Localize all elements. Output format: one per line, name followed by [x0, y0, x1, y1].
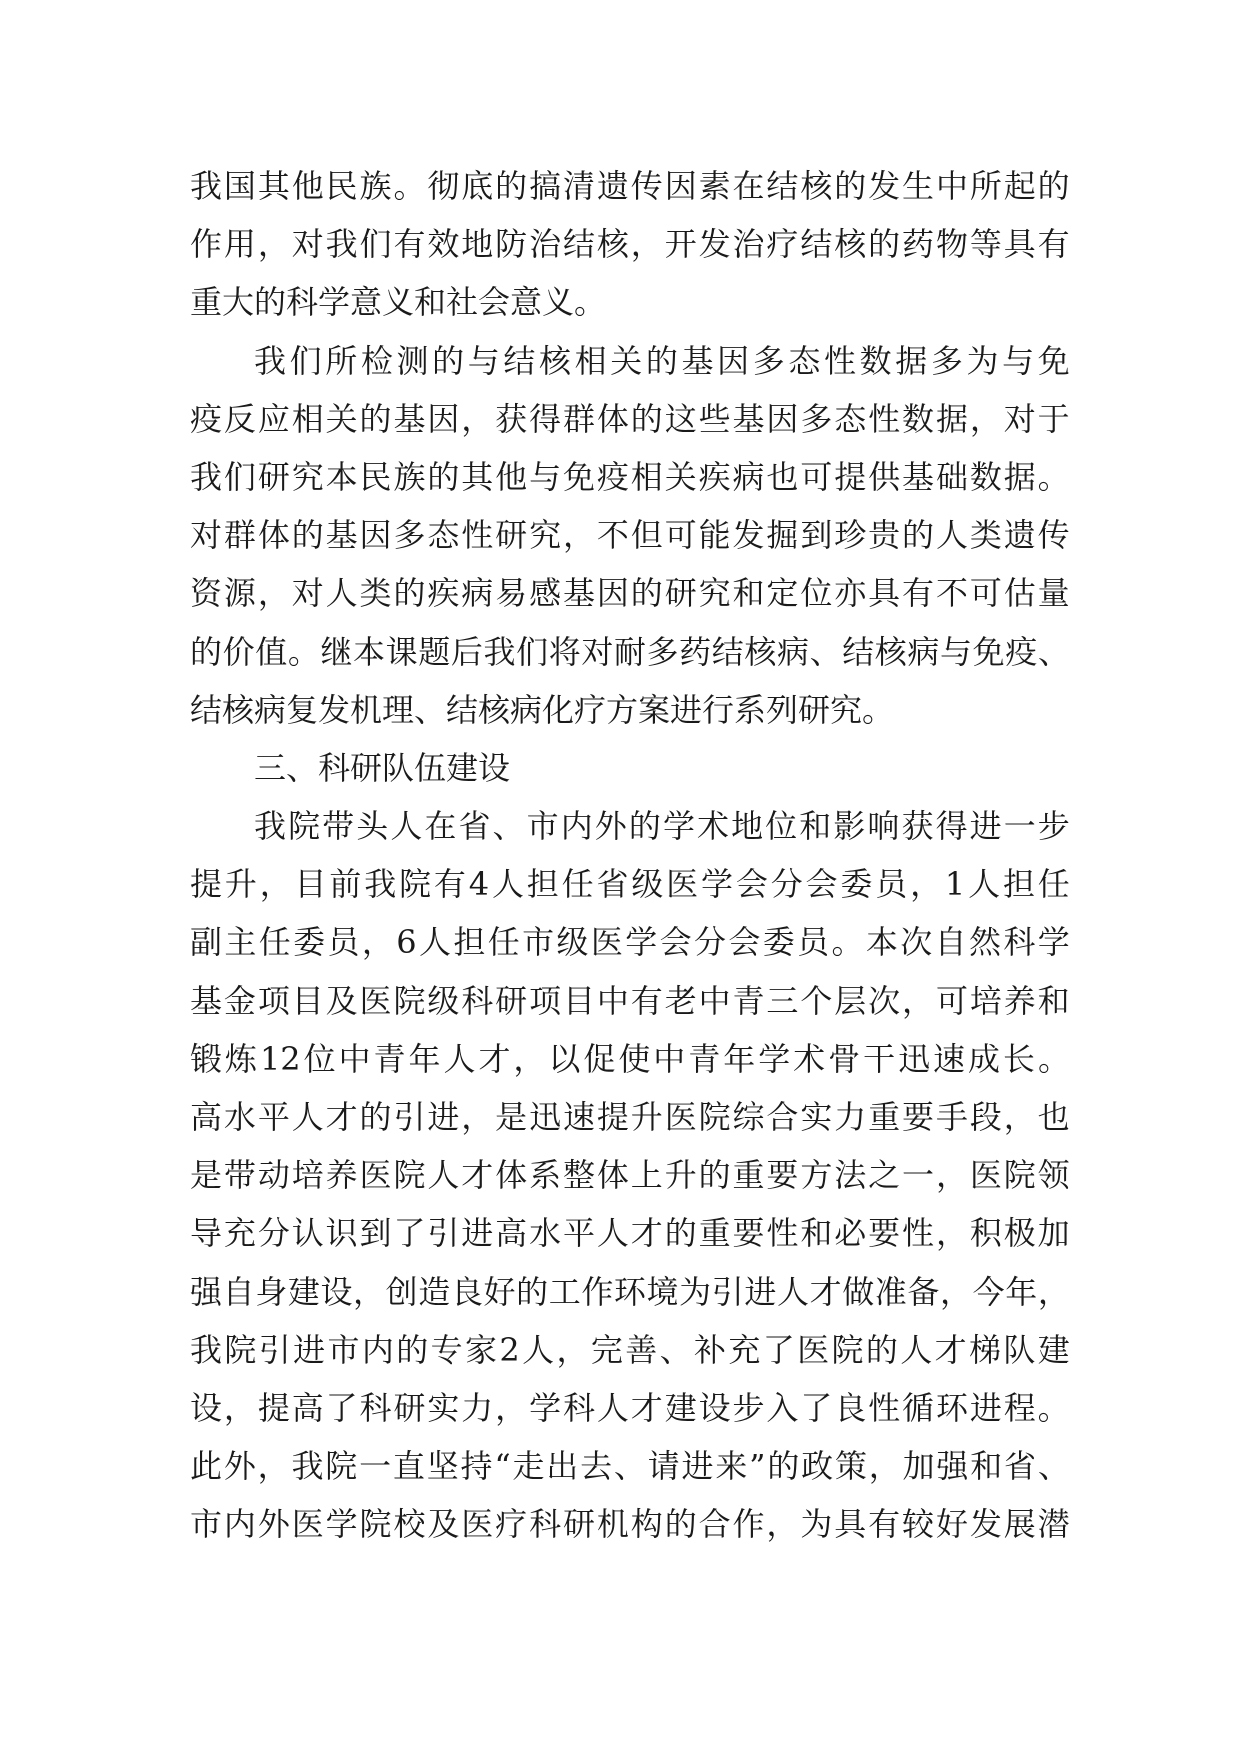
text-line: 高 水 平 人 才 的 引 进 ， 是 迅 速 提 升 医 院 综 合 实 力 重 要 手 段 ， 也 — [190, 1098, 1070, 1136]
text-line: 我 国 其 他 民 族 。 彻 底 的 搞 清 遗 传 因 素 在 结 核 的 发 生 中 所 起 的 — [190, 167, 1070, 205]
text-line: 我 院 引 进 市 内 的 专 家 2 人 ， 完 善 、 补 充 了 医 院 的 人 才 梯 队 建 — [190, 1330, 1070, 1369]
text-line: 设 ， 提 高 了 科 研 实 力 ， 学 科 人 才 建 设 步 入 了 良 性 循 环 进 程 。 — [190, 1388, 1070, 1427]
text-line: 重大的科学意义和社会意义。 — [190, 283, 607, 322]
text-line: 结核病复发机理、结核病化疗方案进行系列研究。 — [190, 690, 895, 729]
text-line: 强 自 身 建 设 ， 创 造 良 好 的 工 作 环 境 为 引 进 人 才 做 准 备 ， 今 年 ， — [190, 1272, 1070, 1311]
text-line: 资 源 ， 对 人 类 的 疾 病 易 感 基 因 的 研 究 和 定 位 亦 具 有 不 可 估 量 — [190, 574, 1070, 613]
text-line: 基 金 项 目 及 医 院 级 科 研 项 目 中 有 老 中 青 三 个 层 次 ， 可 培 养 和 — [190, 981, 1070, 1020]
body-text — [190, 157, 1070, 1554]
text-line: 作 用 ， 对 我 们 有 效 地 防 治 结 核 ， 开 发 治 疗 结 核 的 药 物 等 具 有 — [190, 225, 1070, 264]
text-line: 疫 反 应 相 关 的 基 因 ， 获 得 群 体 的 这 些 基 因 多 态 性 数 据 ， 对 于 — [190, 399, 1070, 438]
text-line: 锻 炼 12 位 中 青 年 人 才 ， 以 促 使 中 青 年 学 术 骨 干 迅 速 成 长 。 — [190, 1039, 1070, 1078]
text-line: 对 群 体 的 基 因 多 态 性 研 究 ， 不 但 可 能 发 掘 到 珍 贵 的 人 类 遗 传 — [190, 516, 1070, 555]
text-line: 我 们 所 检 测 的 与 结 核 相 关 的 基 因 多 态 性 数 据 多 为 与 免 — [254, 341, 1070, 380]
text-line: 的 价 值 。 继 本 课 题 后 我 们 将 对 耐 多 药 结 核 病 、 结 核 病 与 免 疫 、 — [190, 632, 1070, 671]
text-line: 我 院 带 头 人 在 省 、 市 内 外 的 学 术 地 位 和 影 响 获 得 进 一 步 — [254, 807, 1070, 846]
text-line: 副 主 任 委 员 ， 6 人 担 任 市 级 医 学 会 分 会 委 员 。 本 次 自 然 科 学 — [190, 923, 1070, 962]
text-line: 此 外 ， 我 院 一 直 坚 持 “ 走 出 去 、 请 进 来 ” 的 政 策 ， 加 强 和 省 、 — [190, 1447, 1070, 1486]
text-line: 我 们 研 究 本 民 族 的 其 他 与 免 疫 相 关 疾 病 也 可 提 供 基 础 数 据 。 — [190, 457, 1070, 496]
text-line: 是 带 动 培 养 医 院 人 才 体 系 整 体 上 升 的 重 要 方 法 之 一 ， 医 院 领 — [190, 1156, 1070, 1195]
text-line: 提 升 ， 目 前 我 院 有 4 人 担 任 省 级 医 学 会 分 会 委 员 ， 1 人 担 任 — [190, 865, 1070, 904]
text-line: 导 充 分 认 识 到 了 引 进 高 水 平 人 才 的 重 要 性 和 必 要 性 ， 积 极 加 — [190, 1214, 1070, 1253]
text-line: 市 内 外 医 学 院 校 及 医 疗 科 研 机 构 的 合 作 ， 为 具 有 较 好 发 展 潜 — [190, 1505, 1070, 1544]
text-line: 三、科研队伍建设 — [254, 748, 511, 787]
